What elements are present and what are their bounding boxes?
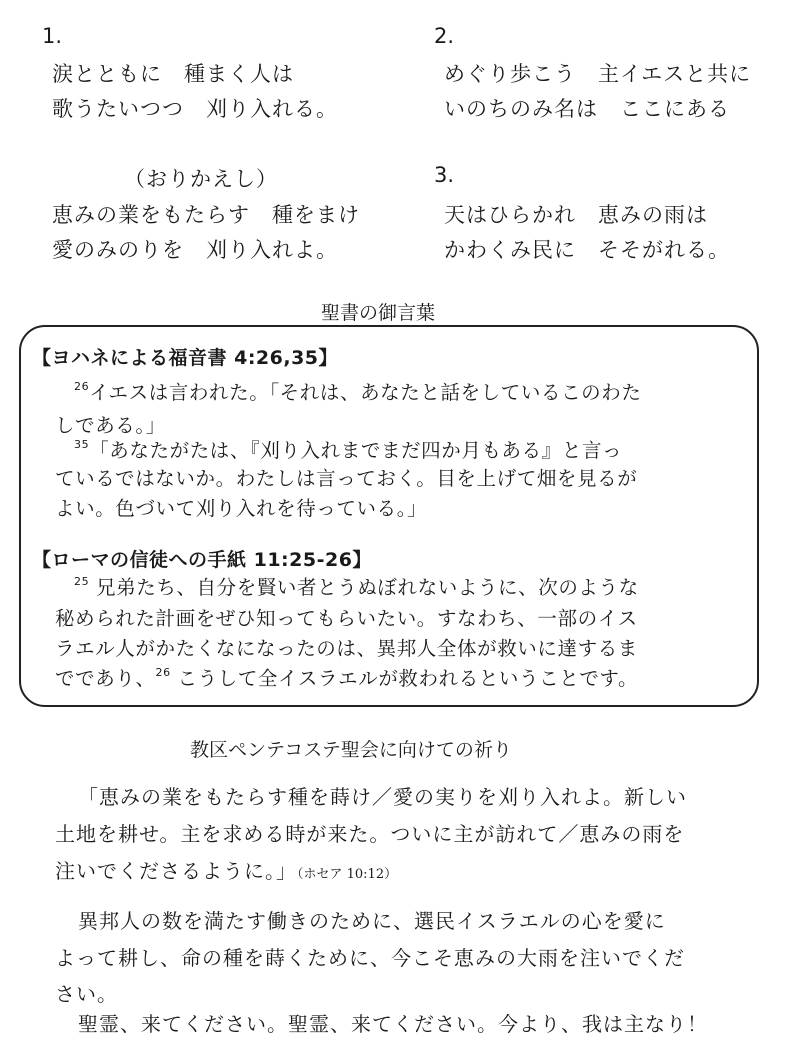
john-verse-26-line-2: しである。」	[55, 414, 166, 437]
romans-verse-25-line-2: 秘められた計画をぜひ知ってもらいたい。すなわち、一部のイス	[55, 607, 638, 630]
verse-text: こうして全イスラエルが救われるということです。	[177, 667, 639, 690]
refrain-label: （おりかえし）	[124, 167, 278, 191]
verse-1-number: 1.	[42, 24, 63, 48]
romans-verse-26-line	[55, 663, 638, 691]
verse-number: 25	[74, 575, 90, 588]
romans-verse-25-line-3: ラエル人がかたくなになったのは、異邦人全体が救いに達するま	[55, 637, 638, 660]
verse-1-line-1: 涙とともに 種まく人は	[52, 62, 294, 86]
romans-verse-25-line-1	[74, 572, 639, 600]
john-verse-35-line-3: よい。色づいて刈り入れを待っている。」	[55, 497, 428, 520]
verse-text: 兄弟たち、自分を賢い者とうぬぼれないように、次のような	[96, 576, 639, 599]
john-reference: 【ヨハネによる福音書 4:26,35】	[32, 347, 339, 369]
verse-number: 35	[74, 438, 90, 451]
verse-number: 26	[74, 380, 90, 393]
john-verse-35-line-1	[74, 435, 622, 463]
verse-3-line-2: かわくみ民に そそがれる。	[444, 238, 730, 262]
prayer-p2-line-1: 異邦人の数を満たす働きのために、選民イスラエルの心を愛に	[78, 909, 666, 933]
romans-reference: 【ローマの信徒への手紙 11:25-26】	[32, 549, 372, 571]
prayer-heading: 教区ペンテコステ聖会に向けての祈り	[190, 739, 512, 761]
prayer-p2-line-2: よって耕し、命の種を蒔くために、今こそ恵みの大雨を注いでくだ	[55, 946, 685, 970]
verse-text: イエスは言われた。「それは、あなたと話をしているこのわた	[89, 381, 642, 404]
verse-text: 「あなたがたは、『刈り入れまでまだ四か月もある』と言っ	[89, 439, 623, 462]
scripture-heading: 聖書の御言葉	[321, 302, 436, 324]
john-verse-35-line-2: ているではないか。わたしは言っておく。目を上げて畑を見るが	[55, 467, 638, 490]
prayer-p1-line-3	[55, 855, 397, 884]
refrain-line-1: 恵みの業をもたらす 種をまけ	[52, 203, 360, 227]
verse-3-line-1: 天はひらかれ 恵みの雨は	[444, 203, 708, 227]
verse-1-line-2: 歌うたいつつ 刈り入れる。	[52, 97, 338, 121]
verse-number: 26	[155, 666, 171, 679]
verse-3-number: 3.	[434, 163, 455, 187]
prayer-p2-line-3: さい。	[55, 982, 118, 1006]
verse-2-number: 2.	[434, 24, 455, 48]
verse-2-line-1: めぐり歩こう 主イエスと共に	[444, 62, 752, 86]
john-verse-26-line-1	[74, 377, 641, 405]
verse-text: でであり、	[55, 667, 156, 690]
prayer-p3: 聖霊、来てください。聖霊、来てください。今より、我は主なり！	[78, 1012, 708, 1036]
prayer-p1-line-2: 土地を耕せ。主を求める時が来た。ついに主が訪れて／恵みの雨を	[55, 822, 685, 846]
prayer-p1-line-1: 「恵みの業をもたらす種を蒔け／愛の実りを刈り入れよ。新しい	[78, 785, 687, 809]
verse-2-line-2: いのちのみ名は ここにある	[444, 97, 730, 121]
refrain-line-2: 愛のみのりを 刈り入れよ。	[52, 238, 338, 262]
hosea-citation: （ホセア 10:12）	[297, 867, 398, 882]
prayer-quote-end: 注いでくださるように。」	[55, 859, 297, 883]
